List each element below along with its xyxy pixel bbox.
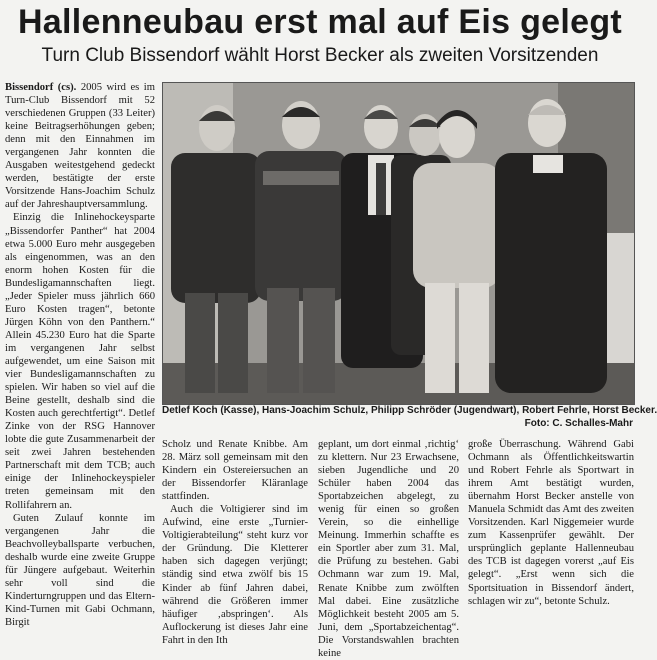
paragraph: [5, 81, 155, 211]
dateline: Bissendorf (cs).: [5, 82, 77, 93]
paragraph: geplant, um dort einmal ‚richtig‘ zu klettern. Nur 23 Erwachsene, sieben Jugendliche und 20 Schüler haben 2004 das Sportabzeichen abgelegt, zu wenig für einen so großen Verein, so die einhellige Meinung. Immerhin schaffte es ein Sportler aber zum 31. Mal, die Prüfung zu bestehen. Gabi Ochmann war zum 19. Mal, Renate Knibbe zum zwölften Mal dabei. Eine zusätzliche Möglichkeit besteht 2005 am 5. Juni, dem „Sportabzeichentag“. Die Vorstandswahlen brachten keine: [318, 439, 459, 659]
text-column-4: [468, 438, 634, 650]
text-column-2: [162, 438, 308, 650]
text-column-1: [5, 81, 155, 647]
paragraph: Guten Zulauf konnte im vergangenen Jahr die Beachvolleyballsparte verbuchen, deshalb wurde eine zweite Gruppe für Jüngere aufgebaut. Weiterhin sehr voll sind die Kinderturngruppen und das Eltern-Kind-Turnen mit Gabi Ochmann, Birgit: [5, 512, 155, 628]
paragraph: Scholz und Renate Knibbe. Am 28. März soll gemeinsam mit den Kindern ein Ostereiersuchen an der Bissendorfer Kläranlage stattfinden.: [162, 439, 308, 503]
caption-names: Detlef Koch (Kasse), Hans-Joachim Schulz, Philipp Schröder (Jugendwart), Robert Fehrle, Horst Becker.: [162, 405, 657, 416]
photo-caption: [162, 405, 657, 430]
text-column-3: [318, 438, 459, 659]
group-photo-drawing: [163, 83, 634, 404]
group-photo: [162, 82, 635, 405]
subheadline: Turn Club Bissendorf wählt Horst Becker als zweiten Vorsitzenden: [41, 45, 599, 66]
headline: Hallenneubau erst mal auf Eis gelegt: [17, 3, 623, 41]
paragraph: Einzig die Inlinehockeysparte „Bissendorfer Panther“ hat 2004 etwa 5.000 Euro mehr ausgegeben als eingenommen, was an den enorm hohen Kosten für die Bundesligamannschaften liegt. „Jeder Spieler muss jährlich 660 Euro Kosten tragen“, betonte Jürgen Köhn von den Panthern.“ Allein 45.230 Euro hat die Sparte im vergangenen Jahr selbst aufgewendet, um eine Saison mit vier Bundesligamannschaften zu spielen. Wir haben so viel auf die Beine gestellt, deshalb sind die Kosten auch gerechtfertigt“. Detlef Zinke von der RSG Hannover lobte die gute Zusammenarbeit der seit zwei Jahren bestehenden Partnerschaft mit dem TCB; auch einige der Inlinehockeyspieler treten gemeinsam mit den Rollifahrern an.: [5, 212, 155, 511]
paragraph: Auch die Voltigierer sind im Aufwind, eine erste „Turnier-Voltigierabteilung“ steht kurz vor der Gründung. Die Kletterer haben sich dagegen verjüngt; ständig sind etwa zwölf bis 15 Kinder ab fünf Jahren dabei, während die Größeren immer häufiger ‚abspringen‘. Als Auflockerung ist dieses Jahr eine Fahrt in den Ith: [162, 504, 308, 646]
paragraph: große Überraschung. Während Gabi Ochmann als Öffentlichkeitswartin und Robert Fehrle als Sportwart in ihrem Amt bestätigt wurden, übernahm Horst Becker anstelle von Manuela Schmidt das Amt des zweiten Vorsitzenden. Karl Niggemeier wurde zum Kassenprüfer gewählt. Der ursprünglich geplante Hallenneubau des TCB ist dagegen vorerst „auf Eis gelegt“. „Erst wenn sich die Sportsituation in Bissendorf ändert, schlagen wir zu“, betonte Schulz.: [468, 439, 634, 607]
photo-credit: Foto: C. Schalles-Mahr: [524, 417, 633, 429]
paragraph-text: 2005 wird es im Turn-Club Bissendorf mit 52 verschiedenen Gruppen (33 Leiter) keine Beitragserhöhungen geben; denn mit den Einnahmen im vergangenen Jahr konnten die Ausgaben weitestgehend gedeckt werden, bestätigte der erste Vorsitzende Hans-Joachim Schulz auf der Jahreshauptversammlung.: [5, 82, 155, 211]
